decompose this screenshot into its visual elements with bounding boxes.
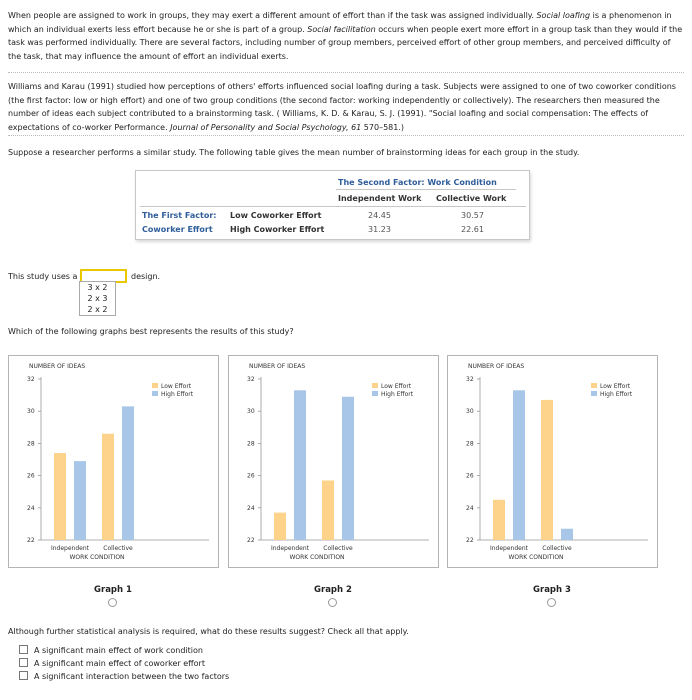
y-tick-label: 30 xyxy=(466,408,474,416)
y-axis-label: NUMBER OF IDEAS xyxy=(29,363,86,370)
bar xyxy=(342,397,354,540)
results-question: Although further statistical analysis is required, what do these results suggest? Check all that apply. xyxy=(8,627,409,636)
design-suffix: design. xyxy=(131,272,161,281)
graph-1-chart xyxy=(9,356,218,567)
bar xyxy=(74,461,86,540)
graph-1-radio[interactable] xyxy=(108,598,117,607)
intro-text-3: occurs when people exert more effort in a group task than they would if the task was performed individually. There are several factors, including number of group members, perceived effort of other group members, and perceived difficulty of the task, that may influence the amount of effort an individual exerts. xyxy=(8,24,683,61)
legend-swatch xyxy=(591,391,597,396)
legend-swatch xyxy=(152,383,158,388)
bar xyxy=(102,434,114,540)
x-axis-label: WORK CONDITION xyxy=(289,554,345,561)
x-axis-label: WORK CONDITION xyxy=(69,554,125,561)
design-prefix: This study uses a xyxy=(8,272,78,281)
study-text: Williams and Karau (1991) studied how perceptions of others' efforts influenced social loafing during a task. Subjects were assigned to one of two coworker conditions (the first factor: low or high effort) and one of two group conditions (the second factor: working independently or collectively). The researchers then measured the number of ideas each subject contributed to a brainstorming task. ( Williams, K. D. & Karau, S. J. (1991). "Social loafing and social compensation: The effects of expectations of co-worker Performance. xyxy=(8,82,676,132)
graph-question: Which of the following graphs best represents the results of this study? xyxy=(8,327,294,336)
legend-swatch xyxy=(152,391,158,396)
y-tick-label: 32 xyxy=(466,376,474,383)
y-tick-label: 26 xyxy=(247,472,255,480)
x-category-label: Collective xyxy=(323,545,353,552)
bar xyxy=(322,480,334,540)
interaction-checkbox[interactable] xyxy=(19,671,28,680)
intro-paragraph xyxy=(8,9,684,63)
graph-3-panel xyxy=(447,355,658,568)
x-category-label: Independent xyxy=(270,545,310,552)
y-tick-label: 24 xyxy=(247,504,255,512)
legend-swatch xyxy=(591,383,597,388)
legend-label: Low Effort xyxy=(600,383,631,390)
bar xyxy=(561,529,573,540)
bar xyxy=(541,400,553,540)
graph-3-label: Graph 3 xyxy=(533,585,571,595)
x-axis-label: WORK CONDITION xyxy=(508,554,564,561)
y-tick-label: 32 xyxy=(247,376,255,383)
y-tick-label: 28 xyxy=(466,440,474,448)
legend-label: High Effort xyxy=(600,391,633,398)
suppose-text: Suppose a researcher performs a similar study. The following table gives the mean number of brainstorming ideas for each group in the study. xyxy=(8,148,580,157)
column-independent-work: Independent Work xyxy=(338,194,422,203)
row-high-coworker-effort: High Coworker Effort xyxy=(230,225,325,234)
x-category-label: Independent xyxy=(489,545,529,552)
first-factor-label: The First Factor: xyxy=(142,211,217,220)
graph-3-chart xyxy=(448,356,657,567)
cell-high-independent: 31.23 xyxy=(368,225,391,234)
graph-2-label: Graph 2 xyxy=(314,585,352,595)
y-tick-label: 28 xyxy=(247,440,255,448)
graph-1-label: Graph 1 xyxy=(94,585,132,595)
design-option[interactable]: 2 x 2 xyxy=(87,305,108,314)
y-tick-label: 26 xyxy=(27,472,35,480)
graph-2-chart xyxy=(229,356,438,567)
row-low-coworker-effort: Low Coworker Effort xyxy=(230,211,322,220)
intro-text-1: When people are assigned to work in groups, they may exert a different amount of effort than if the task was assigned individually. xyxy=(8,11,537,20)
header-rule xyxy=(336,189,516,190)
first-factor-name: Coworker Effort xyxy=(142,225,213,234)
legend-swatch xyxy=(372,383,378,388)
y-tick-label: 22 xyxy=(466,537,474,544)
y-tick-label: 24 xyxy=(466,504,474,512)
check-label: A significant main effect of coworker effort xyxy=(34,659,205,668)
check-label: A significant interaction between the two factors xyxy=(34,672,230,681)
study-paragraph xyxy=(8,80,684,134)
results-table xyxy=(135,170,530,240)
check-label: A significant main effect of work condition xyxy=(34,646,203,655)
y-tick-label: 28 xyxy=(27,440,35,448)
bar xyxy=(54,453,66,540)
design-option[interactable]: 3 x 2 xyxy=(87,283,108,292)
social-facilitation-term: Social facilitation xyxy=(307,24,376,34)
cell-high-collective: 22.61 xyxy=(461,225,484,234)
cell-low-independent: 24.45 xyxy=(368,211,391,220)
design-option[interactable]: 2 x 3 xyxy=(87,294,108,303)
legend-label: High Effort xyxy=(381,391,414,398)
x-category-label: Collective xyxy=(103,545,133,552)
bar xyxy=(122,406,134,540)
legend-swatch xyxy=(372,391,378,396)
graph-1-panel xyxy=(8,355,219,568)
y-tick-label: 26 xyxy=(466,472,474,480)
graph-2-panel xyxy=(228,355,439,568)
column-collective-work: Collective Work xyxy=(436,194,507,203)
legend-label: Low Effort xyxy=(161,383,192,390)
y-tick-label: 30 xyxy=(27,408,35,416)
table-rule xyxy=(140,206,526,207)
y-tick-label: 30 xyxy=(247,408,255,416)
y-tick-label: 32 xyxy=(27,376,35,383)
second-factor-header: The Second Factor: Work Condition xyxy=(338,178,497,187)
legend-label: High Effort xyxy=(161,391,194,398)
design-options-list xyxy=(79,281,116,316)
divider xyxy=(8,135,684,136)
bar xyxy=(493,500,505,540)
x-category-label: Collective xyxy=(542,545,572,552)
legend-label: Low Effort xyxy=(381,383,412,390)
x-category-label: Independent xyxy=(50,545,90,552)
check-row xyxy=(19,670,229,682)
graph-2-radio[interactable] xyxy=(328,598,337,607)
intro-text-2: is a phenomenon in which an individual exerts less effort because he or she is part of a group. xyxy=(8,11,672,34)
main-effect-coworker-checkbox[interactable] xyxy=(19,658,28,667)
bar xyxy=(513,390,525,540)
y-tick-label: 22 xyxy=(247,537,255,544)
main-effect-work-checkbox[interactable] xyxy=(19,645,28,654)
social-loafing-term: Social loafing xyxy=(536,11,591,20)
cell-low-collective: 30.57 xyxy=(461,211,484,220)
check-row xyxy=(19,644,203,656)
y-tick-label: 24 xyxy=(27,504,35,512)
y-tick-label: 22 xyxy=(27,537,35,544)
y-axis-label: NUMBER OF IDEAS xyxy=(468,363,525,370)
bar xyxy=(294,390,306,540)
y-axis-label: NUMBER OF IDEAS xyxy=(249,363,306,370)
journal-name: Journal of Personality and Social Psychology, 61 xyxy=(170,122,362,132)
study-citation-tail: 570–581.) xyxy=(361,122,404,132)
check-row xyxy=(19,657,205,669)
bar xyxy=(274,513,286,540)
divider xyxy=(8,72,684,73)
graph-3-radio[interactable] xyxy=(547,598,556,607)
